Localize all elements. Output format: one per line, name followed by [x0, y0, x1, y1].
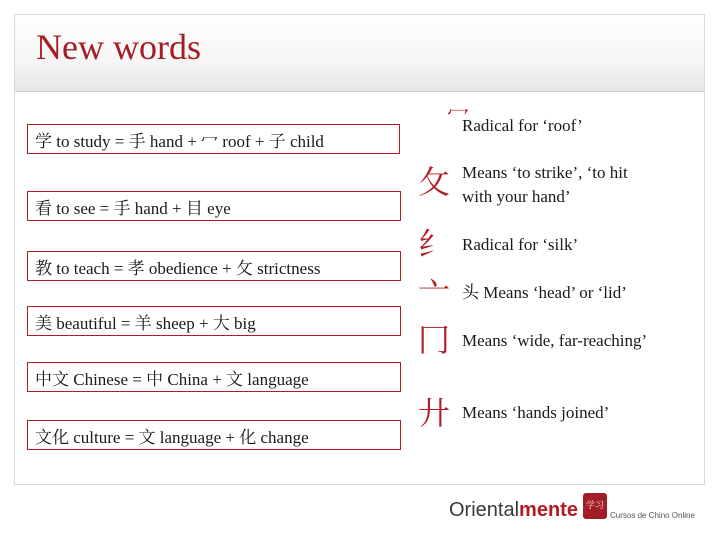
meaning-roof: Radical for ‘roof’: [462, 116, 583, 135]
radical-lid: 亠: [418, 275, 451, 313]
seal-icon: 学习: [583, 493, 607, 519]
meaning-wide: Means ‘wide, far-reaching’: [462, 331, 648, 350]
radical-strike: 攵: [418, 163, 451, 201]
brand-name-part2: mente: [519, 499, 578, 521]
word-box-beautiful: 美 beautiful = 羊 sheep + 大 big: [27, 306, 401, 336]
meaning-silk: Radical for ‘silk’: [462, 235, 579, 254]
meaning-lid: 头 Means ‘head’ or ‘lid’: [462, 283, 627, 302]
word-box-study: 学 to study = 手 hand + 冖 roof + 子 child: [27, 124, 400, 154]
radical-wide: 冂: [418, 321, 451, 359]
radical-roof: 冖: [447, 103, 470, 128]
meaning-hands: Means ‘hands joined’: [462, 403, 610, 422]
meaning-strike: Means ‘to strike’, ‘to hit with your hand’: [462, 163, 628, 206]
word-box-culture: 文化 culture = 文 language + 化 change: [27, 420, 401, 450]
radical-hands: 廾: [418, 394, 451, 432]
word-box-chinese: 中文 Chinese = 中 China + 文 language: [27, 362, 401, 392]
word-box-teach: 教 to teach = 孝 obedience + 攵 strictness: [27, 251, 401, 281]
page-title: New words: [36, 27, 201, 67]
brand-tagline: Cursos de Chino Online: [610, 511, 695, 520]
radical-silk: 纟: [418, 225, 451, 263]
brand-logo: [449, 499, 578, 522]
brand-name-part1: Oriental: [449, 499, 520, 521]
word-box-see: 看 to see = 手 hand + 目 eye: [27, 191, 401, 221]
